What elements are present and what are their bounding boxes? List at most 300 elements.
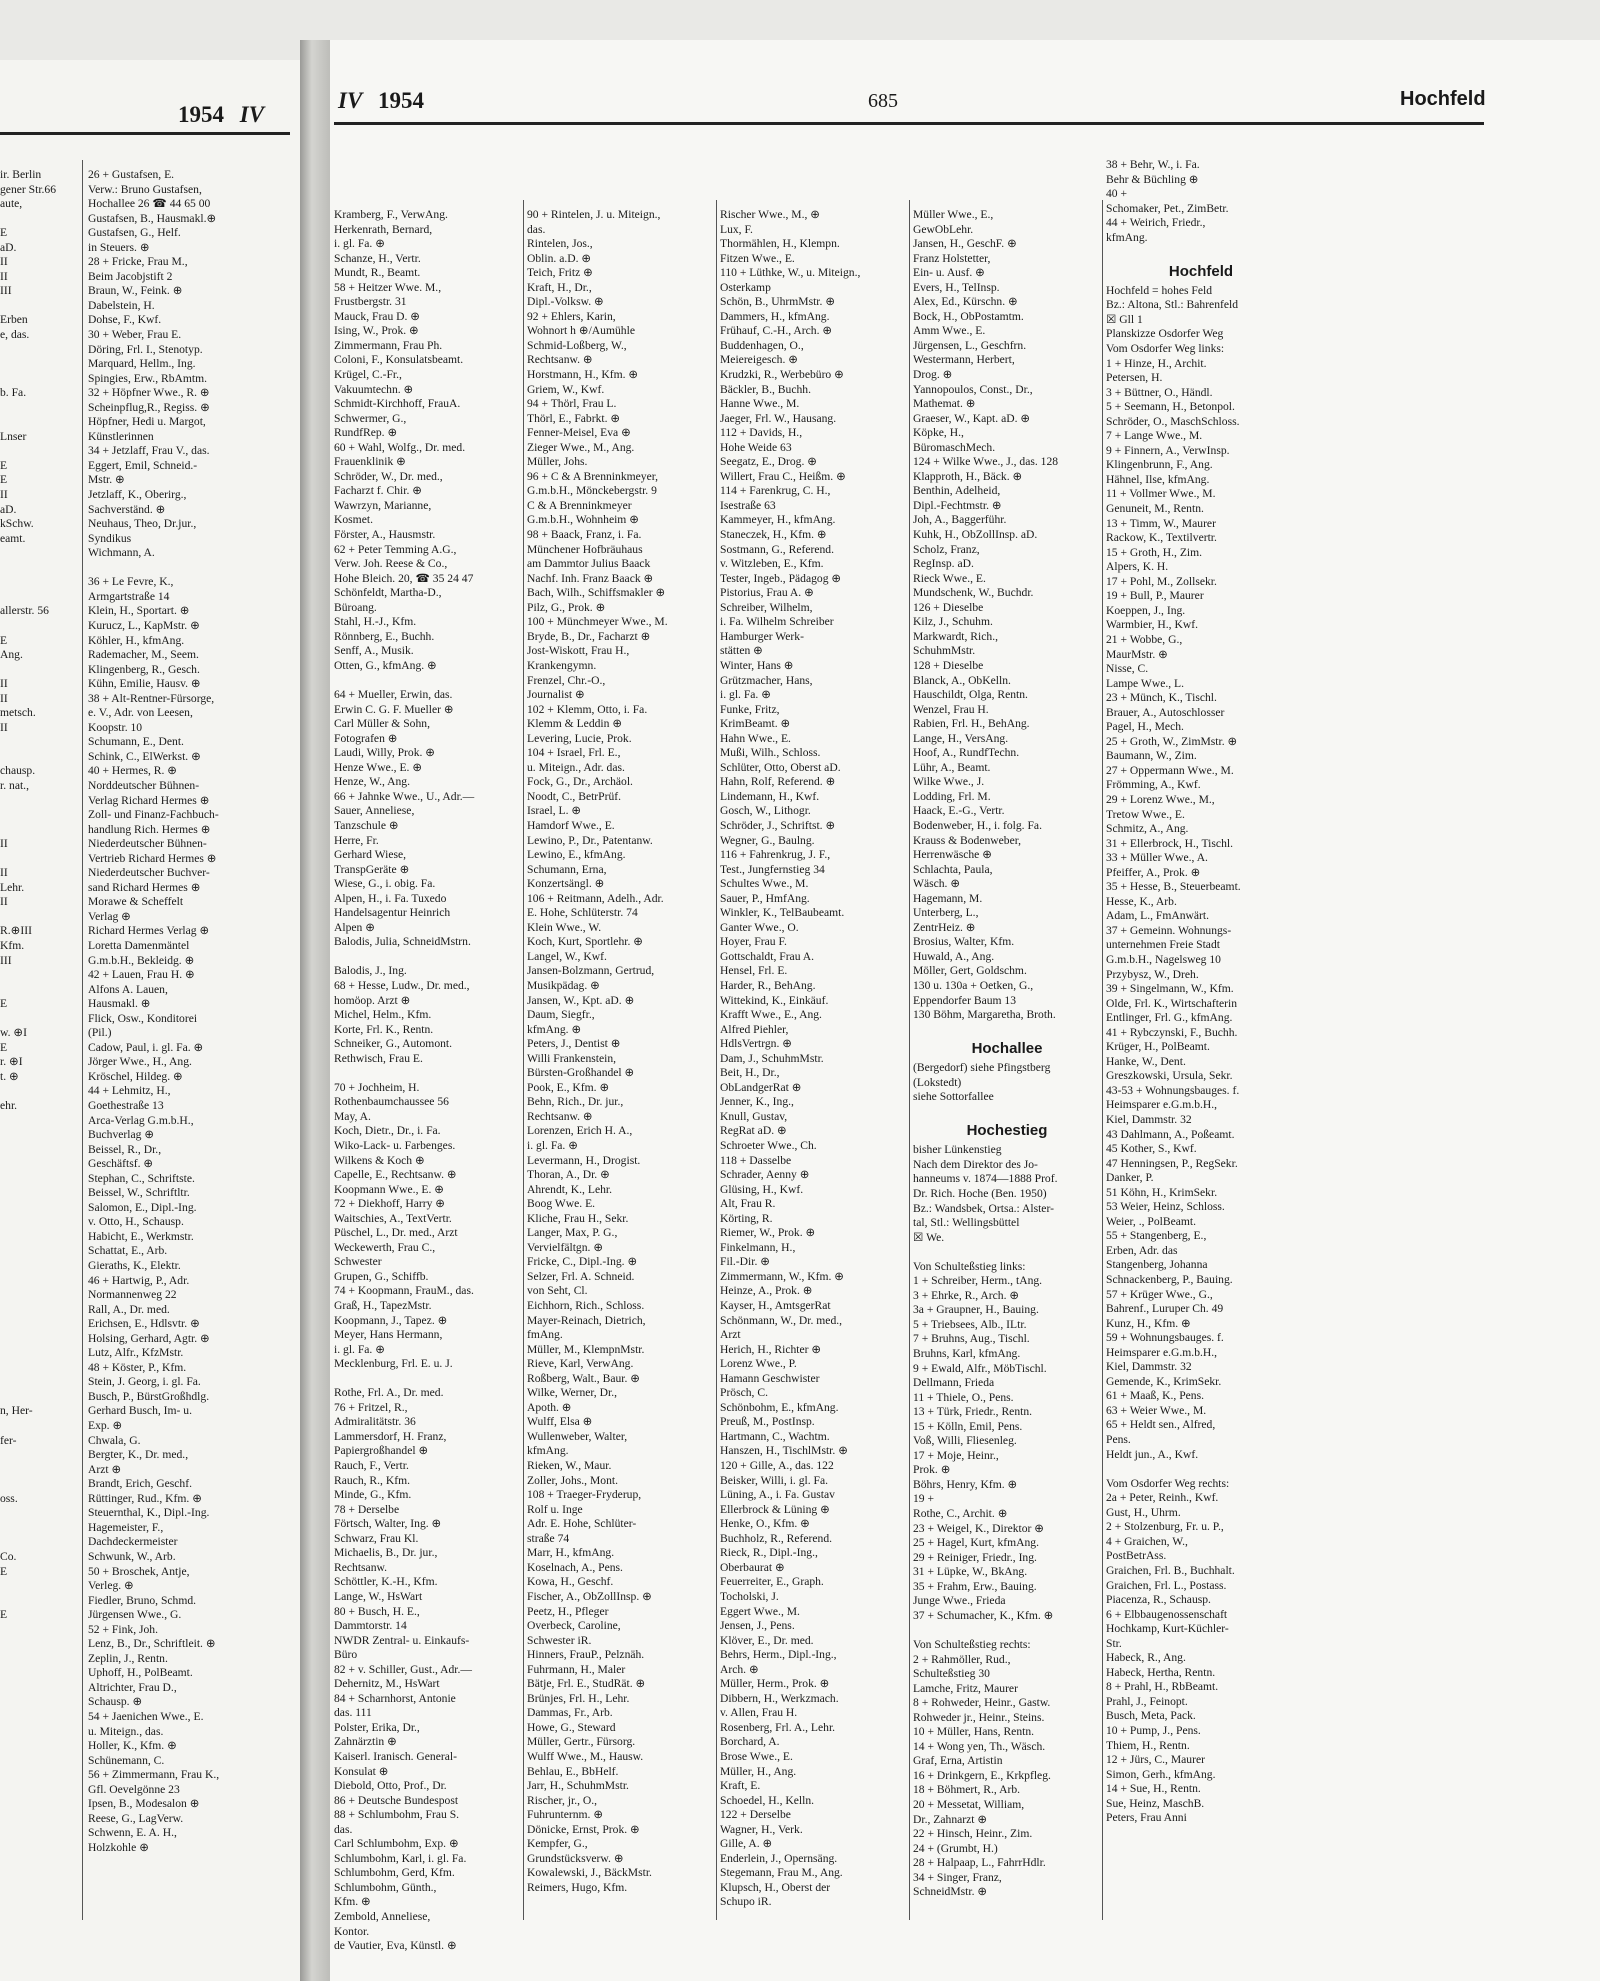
directory-entry: 19 + Bull, P., Maurer bbox=[1106, 589, 1204, 603]
directory-entry: Boog Wwe. E. bbox=[527, 1197, 596, 1211]
directory-entry: 31 + Ellerbrock, H., Tischl. bbox=[1106, 836, 1233, 850]
directory-entry: Fuhrunternm. ⊕ bbox=[527, 1808, 604, 1822]
directory-entry: 11 + Vollmer Wwe., M. bbox=[1106, 487, 1216, 501]
directory-entry: Köhler, H., kfmAng. bbox=[88, 633, 185, 647]
directory-entry: Mundt, R., Beamt. bbox=[334, 266, 421, 280]
directory-entry: Ahrendt, K., Lehr. bbox=[527, 1182, 612, 1196]
directory-entry: Mußi, Wilh., Schloss. bbox=[720, 746, 821, 760]
directory-entry: Ein- u. Ausf. ⊕ bbox=[913, 266, 985, 280]
directory-entry bbox=[0, 1375, 80, 1390]
directory-entry: KrimBeamt. ⊕ bbox=[720, 717, 791, 731]
directory-entry bbox=[0, 1143, 80, 1158]
directory-entry: 13 + Timm, W., Maurer bbox=[1106, 516, 1216, 530]
directory-entry: chausp. bbox=[0, 764, 36, 778]
directory-entry: Tester, Ingeb., Pädagog ⊕ bbox=[720, 571, 842, 585]
directory-entry: Sue, Heinz, MaschB. bbox=[1106, 1796, 1205, 1810]
directory-entry bbox=[0, 1186, 80, 1201]
directory-entry bbox=[0, 1332, 80, 1347]
directory-entry: Adam, L., FmAnwärt. bbox=[1106, 909, 1210, 923]
directory-entry: (Bergedorf) siehe Pfingstberg bbox=[913, 1061, 1051, 1075]
directory-entry: Hahn, Rolf, Referend. ⊕ bbox=[720, 775, 836, 789]
directory-entry: i. gl. Fa. ⊕ bbox=[527, 1139, 578, 1152]
directory-entry: Müller Wwe., E., bbox=[913, 208, 994, 221]
directory-entry: Oblin. a.D. ⊕ bbox=[527, 251, 592, 265]
directory-entry: Norddeutscher Bühnen- bbox=[88, 778, 200, 792]
directory-entry: ☒ We. bbox=[913, 1230, 945, 1244]
directory-entry: ZentrHeiz. ⊕ bbox=[913, 920, 976, 934]
directory-entry bbox=[0, 1157, 80, 1172]
directory-entry: Senff, A., Musik. bbox=[334, 644, 414, 658]
directory-entry: 80 + Busch, H. E., bbox=[334, 1604, 420, 1618]
directory-entry: Koch, Kurt, Sportlehr. ⊕ bbox=[527, 935, 643, 949]
directory-entry: i. gl. Fa. ⊕ bbox=[334, 1342, 385, 1356]
directory-entry: Morawe & Scheffelt bbox=[88, 895, 184, 909]
directory-entry: Griem, W., Kwf. bbox=[527, 382, 605, 396]
directory-entry bbox=[0, 1172, 80, 1187]
directory-entry: Schultes Wwe., M. bbox=[720, 877, 809, 891]
directory-entry: 37 + Schumacher, K., Kfm. ⊕ bbox=[913, 1608, 1054, 1622]
directory-entry: Papiergroßhandel ⊕ bbox=[334, 1444, 429, 1458]
directory-entry: fmAng. bbox=[527, 1328, 563, 1342]
directory-entry: Michel, Helm., Kfm. bbox=[334, 1008, 432, 1022]
directory-entry: Balodis, Julia, SchneidMstrn. bbox=[334, 935, 471, 949]
directory-entry: Braun, W., Feink. ⊕ bbox=[88, 284, 183, 298]
directory-entry: Krankengymn. bbox=[527, 658, 597, 672]
directory-entry: Müller, Gertr., Fürsorg. bbox=[527, 1735, 636, 1749]
directory-entry: Brandt, Erich, Geschf. bbox=[88, 1477, 192, 1491]
directory-entry: Müller, M., KlempnMstr. bbox=[527, 1342, 645, 1356]
directory-entry: Rothe, Frl. A., Dr. med. bbox=[334, 1386, 444, 1400]
directory-entry: Scheinpflug,R., Regiss. ⊕ bbox=[88, 400, 210, 414]
column-divider bbox=[82, 160, 83, 1920]
directory-entry: Holsing, Gerhard, Agtr. ⊕ bbox=[88, 1331, 210, 1345]
directory-entry: Schröder, W., Dr. med., bbox=[334, 469, 443, 483]
directory-entry: II bbox=[0, 691, 8, 705]
directory-entry: 2 + Rahmöller, Rud., bbox=[913, 1652, 1011, 1666]
directory-entry bbox=[0, 1244, 80, 1259]
directory-entry: E bbox=[0, 226, 8, 240]
directory-entry: Henze Wwe., E. ⊕ bbox=[334, 760, 423, 774]
directory-entry: (Pil.) bbox=[88, 1026, 112, 1040]
directory-entry: Schwester bbox=[334, 1255, 382, 1269]
left-page bbox=[0, 60, 301, 1981]
directory-entry: de Vautier, Eva, Künstl. ⊕ bbox=[334, 1939, 457, 1953]
directory-entry bbox=[0, 1303, 80, 1318]
directory-entry: 56 + Zimmermann, Frau K., bbox=[88, 1768, 220, 1782]
directory-entry: 48 + Köster, P., Kfm. bbox=[88, 1360, 187, 1374]
directory-entry: Lüning, A., i. Fa. Gustav bbox=[720, 1488, 835, 1502]
directory-entry: Schumann, Erna, bbox=[527, 862, 607, 876]
directory-entry: Klingenberg, R., Gesch. bbox=[88, 662, 200, 676]
directory-entry: Koopmann Wwe., E. ⊕ bbox=[334, 1182, 444, 1196]
directory-entry: Genuneit, M., Rentn. bbox=[1106, 502, 1204, 516]
directory-entry bbox=[0, 590, 80, 605]
directory-entry: Bz.: Wandsbek, Ortsa.: Alster- bbox=[913, 1201, 1054, 1215]
directory-entry: Gerhard Busch, Im- u. bbox=[88, 1404, 192, 1418]
directory-entry: 53 Weier, Heinz, Schloss. bbox=[1106, 1200, 1225, 1214]
directory-entry: Fischer, A., ObZollInsp. ⊕ bbox=[527, 1589, 652, 1603]
directory-entry: Klein Wwe., W. bbox=[527, 920, 602, 934]
street-heading: Hochallee bbox=[971, 1040, 1043, 1058]
directory-entry: Arch. ⊕ bbox=[720, 1662, 759, 1676]
directory-entry: Dehernitz, M., HsWart bbox=[334, 1677, 440, 1691]
directory-entry: Dabelstein, H. bbox=[88, 298, 155, 312]
directory-entry: Hoyer, Frau F. bbox=[720, 935, 787, 949]
directory-entry: Jürgensen Wwe., G. bbox=[88, 1608, 182, 1622]
street-heading: Hochfeld bbox=[1168, 262, 1234, 280]
directory-entry: Rothe, C., Archit. ⊕ bbox=[913, 1507, 1008, 1521]
directory-entry: 17 + Moje, Heinr., bbox=[913, 1448, 999, 1462]
directory-entry: sand Richard Hermes ⊕ bbox=[88, 880, 201, 894]
directory-entry: unternehmen Freie Stadt bbox=[1106, 938, 1220, 952]
directory-entry bbox=[0, 1274, 80, 1289]
directory-entry: t. ⊕ bbox=[0, 1069, 19, 1083]
directory-entry: i. gl. Fa. ⊕ bbox=[720, 688, 771, 702]
directory-entry: Bock, H., ObPostamtm. bbox=[913, 309, 1024, 323]
directory-entry: ir. Berlin bbox=[0, 168, 42, 181]
directory-entry: Rolf u. Inge bbox=[527, 1502, 583, 1516]
directory-entry: Frustbergstr. 31 bbox=[334, 295, 407, 309]
directory-entry: Armgartstraße 14 bbox=[88, 589, 170, 603]
directory-entry: ehr. bbox=[0, 1099, 18, 1112]
directory-entry: 59 + Wohnungsbauges. f. bbox=[1106, 1331, 1224, 1345]
directory-entry: Höpfner, Hedi u. Margot, bbox=[88, 415, 206, 429]
directory-entry: e. V., Adr. von Leesen, bbox=[88, 706, 193, 720]
directory-entry: Klöver, E., Dr. med. bbox=[720, 1633, 814, 1647]
directory-entry: Arzt ⊕ bbox=[88, 1462, 122, 1476]
directory-entry: Israel, L. ⊕ bbox=[527, 804, 582, 818]
directory-entry bbox=[0, 619, 80, 634]
directory-entry: Jenner, K., Ing., bbox=[720, 1095, 794, 1109]
directory-entry: Rieck, R., Dipl.-Ing., bbox=[720, 1546, 818, 1560]
directory-entry bbox=[0, 1346, 80, 1361]
directory-entry: Brauer, A., Autoschlosser bbox=[1106, 705, 1225, 719]
directory-entry bbox=[0, 1084, 80, 1099]
directory-entry: Bäckler, B., Buchh. bbox=[720, 382, 811, 396]
directory-entry: Lewino, P., Dr., Patentanw. bbox=[527, 833, 653, 847]
directory-entry: Eichhorn, Rich., Schloss. bbox=[527, 1299, 645, 1313]
directory-entry: 60 + Wahl, Wolfg., Dr. med. bbox=[334, 440, 466, 454]
directory-entry: 4 + Graichen, W., bbox=[1106, 1534, 1188, 1548]
directory-entry: Richard Hermes Verlag ⊕ bbox=[88, 924, 210, 938]
directory-entry: Schausp. ⊕ bbox=[88, 1695, 143, 1709]
directory-entry: G.m.b.H., Mönckebergstr. 9 bbox=[527, 484, 657, 498]
directory-entry: (Lokstedt) bbox=[913, 1075, 962, 1089]
directory-entry: 98 + Baack, Franz, i. Fa. bbox=[527, 528, 642, 542]
directory-entry: Hochfeld = hohes Feld bbox=[1106, 283, 1213, 297]
directory-entry: Münchener Hofbräuhaus bbox=[527, 542, 643, 556]
directory-entry: Schnackenberg, P., Bauing. bbox=[1106, 1273, 1233, 1287]
directory-entry: Jansen, H., GeschF. ⊕ bbox=[913, 237, 1017, 251]
directory-entry: Wilke, Werner, Dr., bbox=[527, 1386, 617, 1400]
directory-entry: 61 + Maaß, K., Pens. bbox=[1106, 1389, 1204, 1403]
directory-entry: Zeplin, J., Rentn. bbox=[88, 1651, 168, 1665]
directory-entry: Wagner, H., Verk. bbox=[720, 1822, 803, 1836]
left-page-header bbox=[178, 102, 264, 142]
directory-entry: 106 + Reitmann, Adelh., Adr. bbox=[527, 891, 664, 905]
directory-entry bbox=[0, 1463, 80, 1478]
directory-entry: Erben, Adr. das bbox=[1106, 1243, 1178, 1257]
directory-entry: Stephan, C., Schriftste. bbox=[88, 1171, 195, 1185]
directory-entry: Kraft, E. bbox=[720, 1779, 761, 1793]
directory-entry bbox=[0, 1419, 80, 1434]
directory-entry: Wulff, Elsa ⊕ bbox=[527, 1415, 593, 1429]
directory-entry: Capelle, E., Rechtsanw. ⊕ bbox=[334, 1168, 457, 1182]
directory-entry: Zahnärztin ⊕ bbox=[334, 1735, 397, 1749]
directory-entry: Kühn, Emilie, Hausv. ⊕ bbox=[88, 677, 201, 691]
directory-entry: Winkler, K., TelBaubeamt. bbox=[720, 906, 845, 920]
directory-entry: Rieck Wwe., E. bbox=[913, 571, 986, 585]
directory-entry: Habicht, E., Werkmstr. bbox=[88, 1229, 194, 1243]
directory-entry: Schwenn, E. A. H., bbox=[88, 1826, 177, 1840]
directory-entry: Winter, Hans ⊕ bbox=[720, 658, 794, 672]
directory-entry: Rieken, W., Maur. bbox=[527, 1459, 612, 1473]
directory-entry: 2 + Stolzenburg, Fr. u. P., bbox=[1106, 1520, 1224, 1534]
column-divider bbox=[523, 200, 524, 1920]
directory-entry: Kiel, Dammstr. 32 bbox=[1106, 1360, 1192, 1374]
running-head: Hochfeld bbox=[1400, 88, 1486, 110]
directory-entry: Graichen, Frl. L., Postass. bbox=[1106, 1578, 1227, 1592]
directory-entry: Wittekind, K., Einkäuf. bbox=[720, 993, 829, 1007]
street-heading: Hochestieg bbox=[966, 1122, 1048, 1140]
directory-entry: Ganter Wwe., O. bbox=[720, 920, 799, 934]
directory-entry: Pens. bbox=[1106, 1433, 1131, 1447]
right-column-4 bbox=[913, 208, 1101, 1900]
directory-entry: Zembold, Anneliese, bbox=[334, 1909, 431, 1923]
directory-entry: von Seht, Cl. bbox=[527, 1284, 588, 1298]
directory-entry: Behn, Rich., Dr. jur., bbox=[527, 1095, 624, 1109]
directory-entry: ☒ Gll 1 bbox=[1106, 312, 1143, 326]
directory-entry: Sauer, Anneliese, bbox=[334, 804, 415, 818]
directory-entry: HdlsVertrgn. ⊕ bbox=[720, 1037, 792, 1051]
directory-entry: 5 + Seemann, H., Betonpol. bbox=[1106, 400, 1235, 414]
directory-entry: Hagemeister, F., bbox=[88, 1520, 164, 1534]
directory-entry: Hensel, Frl. E. bbox=[720, 964, 788, 978]
directory-entry: 94 + Thörl, Frau L. bbox=[527, 397, 617, 411]
directory-entry bbox=[0, 1506, 80, 1521]
directory-entry: 96 + C & A Brenninkmeyer, bbox=[527, 469, 659, 483]
directory-entry: Geschäftsf. ⊕ bbox=[88, 1157, 154, 1171]
directory-entry: Thiem, H., Rentn. bbox=[1106, 1738, 1190, 1752]
directory-entry: Böhrs, Henry, Kfm. ⊕ bbox=[913, 1477, 1018, 1491]
directory-entry: Wohnort h ⊕/Aumühle bbox=[527, 324, 635, 338]
directory-entry: Rönnberg, E., Buchh. bbox=[334, 629, 435, 643]
directory-entry: 10 + Pump, J., Pens. bbox=[1106, 1723, 1201, 1737]
directory-entry bbox=[0, 910, 80, 925]
directory-entry: 88 + Schlumbohm, Frau S. bbox=[334, 1808, 460, 1822]
directory-entry: Köpke, H., bbox=[913, 426, 964, 440]
directory-entry: Nachf. Inh. Franz Baack ⊕ bbox=[527, 571, 654, 585]
directory-entry: Steuernthal, K., Dipl.-Ing. bbox=[88, 1506, 210, 1520]
directory-entry: Schneiker, G., Automont. bbox=[334, 1037, 453, 1051]
directory-entry: Verlag ⊕ bbox=[88, 909, 131, 923]
directory-entry: 35 + Hesse, B., Steuerbeamt. bbox=[1106, 880, 1241, 894]
header-volume: IV bbox=[338, 88, 363, 113]
directory-entry: E. Hohe, Schlüterstr. 74 bbox=[527, 906, 638, 920]
directory-entry: Peters, Frau Anni bbox=[1106, 1811, 1187, 1825]
directory-entry bbox=[0, 343, 80, 358]
directory-entry: Arzt bbox=[720, 1328, 741, 1342]
directory-entry: Chwala, G. bbox=[88, 1433, 141, 1447]
directory-entry: 3 + Ehrke, R., Arch. ⊕ bbox=[913, 1288, 1020, 1302]
directory-entry: Lenz, B., Dr., Schriftleit. ⊕ bbox=[88, 1637, 216, 1651]
directory-entry: Vom Osdorfer Weg rechts: bbox=[1106, 1476, 1230, 1490]
directory-entry: Isestraße 63 bbox=[720, 498, 776, 512]
directory-entry bbox=[0, 1637, 80, 1652]
directory-entry: Kfm. ⊕ bbox=[334, 1895, 371, 1909]
directory-entry: Fotografen ⊕ bbox=[334, 731, 398, 745]
directory-entry: Minde, G., Kfm. bbox=[334, 1488, 412, 1502]
directory-entry: 16 + Drinkgern, E., Krkpfleg. bbox=[913, 1768, 1051, 1782]
directory-entry: Vertrieb Richard Hermes ⊕ bbox=[88, 851, 217, 865]
directory-entry: 116 + Fahrenkrug, J. F., bbox=[720, 848, 831, 862]
directory-entry: 5 + Triebsees, Alb., ILtr. bbox=[913, 1317, 1027, 1331]
directory-entry: Hahn Wwe., E. bbox=[720, 731, 791, 745]
directory-entry: 65 + Heldt sen., Alfred, bbox=[1106, 1418, 1216, 1432]
directory-entry: Dönicke, Ernst, Prok. ⊕ bbox=[527, 1822, 640, 1836]
directory-entry: Yannopoulos, Const., Dr., bbox=[913, 382, 1033, 396]
directory-entry: Klupsch, H., Oberst der bbox=[720, 1880, 831, 1894]
directory-entry: 128 + Dieselbe bbox=[913, 658, 984, 672]
directory-entry: Pfeiffer, A., Prok. ⊕ bbox=[1106, 865, 1201, 879]
directory-entry: Kramberg, F., VerwAng. bbox=[334, 208, 448, 221]
directory-entry: 36 + Le Fevre, K., bbox=[88, 575, 174, 589]
directory-entry: Körting, R. bbox=[720, 1211, 773, 1225]
directory-entry: Lorenzen, Erich H. A., bbox=[527, 1124, 633, 1138]
directory-entry: Beisker, Willi, i. gl. Fa. bbox=[720, 1473, 829, 1487]
directory-entry: 15 + Kölln, Emil, Pens. bbox=[913, 1419, 1023, 1433]
directory-entry: Horstmann, H., Kfm. ⊕ bbox=[527, 368, 639, 382]
directory-entry: Wenzel, Frau H. bbox=[913, 702, 989, 716]
directory-entry: Schroeter Wwe., Ch. bbox=[720, 1139, 817, 1152]
directory-entry: Baumann, W., Zim. bbox=[1106, 749, 1197, 763]
directory-entry: 68 + Hesse, Ludw., Dr. med., bbox=[334, 978, 470, 992]
directory-entry: 34 + Singer, Franz, bbox=[913, 1870, 1002, 1884]
directory-entry: am Dammtor Julius Baack bbox=[527, 557, 651, 571]
directory-entry bbox=[0, 1623, 80, 1638]
directory-entry: Ellerbrock & Lüning ⊕ bbox=[720, 1502, 830, 1516]
directory-entry: 1 + Hinze, H., Archit. bbox=[1106, 356, 1207, 370]
directory-entry: Kowa, H., Geschf. bbox=[527, 1575, 614, 1589]
directory-entry: Henke, O., Kfm. ⊕ bbox=[720, 1517, 810, 1531]
directory-entry: Lodding, Frl. M. bbox=[913, 789, 991, 803]
directory-entry bbox=[0, 1725, 80, 1740]
directory-entry: Bz.: Altona, Stl.: Bahrenfeld bbox=[1106, 298, 1239, 312]
directory-entry: Teich, Fritz ⊕ bbox=[527, 266, 593, 280]
directory-entry: Zimmermann, W., Kfm. ⊕ bbox=[720, 1269, 845, 1283]
directory-entry: Schwunk, W., Arb. bbox=[88, 1549, 176, 1563]
column-divider bbox=[909, 200, 910, 1920]
directory-entry: Gustafsen, B., Hausmakl.⊕ bbox=[88, 211, 217, 225]
directory-entry: Schwermer, G., bbox=[334, 411, 407, 425]
directory-entry: Rüttinger, Rud., Kfm. ⊕ bbox=[88, 1491, 202, 1505]
directory-entry: Verw. Joh. Reese & Co., bbox=[334, 557, 448, 571]
directory-entry bbox=[0, 823, 80, 838]
directory-entry: TranspGeräte ⊕ bbox=[334, 862, 410, 876]
directory-entry: Schulteßstieg 30 bbox=[913, 1667, 990, 1681]
directory-entry: 9 + Ewald, Alfr., MöbTischl. bbox=[913, 1361, 1047, 1375]
directory-entry: Voß, Willi, Fliesenleg. bbox=[913, 1434, 1017, 1448]
directory-entry: Schröder, J., Schriftst. ⊕ bbox=[720, 818, 836, 832]
directory-entry: Lux, F. bbox=[720, 222, 753, 236]
directory-entry: fer- bbox=[0, 1433, 17, 1447]
directory-entry: Schomaker, Pet., ZimBetr. bbox=[1106, 201, 1229, 215]
directory-entry: Beissel, R., Dr., bbox=[88, 1142, 162, 1156]
directory-entry: Gosch, W., Lithogr. bbox=[720, 804, 811, 818]
directory-entry: Kuhk, H., ObZollInsp. aD. bbox=[913, 528, 1038, 542]
directory-entry: 84 + Scharnhorst, Antonie bbox=[334, 1691, 456, 1705]
directory-entry: Flick, Osw., Konditorei bbox=[88, 1011, 198, 1025]
directory-entry: 64 + Mueller, Erwin, das. bbox=[334, 688, 453, 702]
directory-entry: Heinze, A., Prok. ⊕ bbox=[720, 1284, 813, 1298]
directory-entry: E bbox=[0, 1564, 8, 1578]
directory-entry: Lange, W., HsWart bbox=[334, 1589, 423, 1603]
directory-entry: Seegatz, E., Drog. ⊕ bbox=[720, 455, 817, 469]
directory-entry: Jansen-Bolzmann, Gertrud, bbox=[527, 964, 655, 978]
directory-entry: Sachverständ. ⊕ bbox=[88, 502, 166, 516]
directory-entry: straße 74 bbox=[527, 1531, 570, 1545]
directory-entry: 13 + Türk, Friedr., Rentn. bbox=[913, 1405, 1033, 1419]
directory-entry: Schlumbohm, Günth., bbox=[334, 1880, 437, 1894]
directory-entry: Syndikus bbox=[88, 531, 132, 545]
directory-entry: 26 + Gustafsen, E. bbox=[88, 168, 175, 181]
directory-entry: II bbox=[0, 255, 8, 269]
directory-entry: Buddenhagen, O., bbox=[720, 338, 804, 352]
directory-entry: Rosenberg, Frl. A., Lehr. bbox=[720, 1720, 836, 1734]
directory-entry: Schmidt-Kirchhoff, FrauA. bbox=[334, 397, 461, 411]
directory-entry: Evers, H., TelInsp. bbox=[913, 280, 1000, 294]
directory-entry: Lammersdorf, H. Franz, bbox=[334, 1429, 447, 1443]
directory-entry: Pook, E., Kfm. ⊕ bbox=[527, 1080, 610, 1094]
directory-entry: Selzer, Frl. A. Schneid. bbox=[527, 1269, 635, 1283]
directory-entry: Müller, Johs. bbox=[527, 455, 588, 469]
directory-entry: 29 + Lorenz Wwe., M., bbox=[1106, 792, 1215, 806]
directory-entry: Michaelis, B., Dr. jur., bbox=[334, 1546, 438, 1560]
directory-entry: Co. bbox=[0, 1549, 17, 1563]
directory-entry: eamt. bbox=[0, 531, 26, 545]
directory-entry: 42 + Lauen, Frau H. ⊕ bbox=[88, 968, 195, 982]
directory-entry: Mathemat. ⊕ bbox=[913, 397, 976, 411]
directory-entry: Lampe Wwe., L. bbox=[1106, 676, 1185, 690]
directory-entry: Fuhrmann, H., Maler bbox=[527, 1662, 626, 1676]
directory-entry: u. Miteign., Adr. das. bbox=[527, 760, 625, 774]
directory-entry: Kaiserl. Iranisch. General- bbox=[334, 1749, 457, 1763]
directory-entry: 40 + bbox=[1106, 187, 1128, 201]
directory-entry: Adr. E. Hohe, Schlüter- bbox=[527, 1517, 637, 1531]
directory-entry: Howe, G., Steward bbox=[527, 1720, 616, 1734]
directory-entry: Huwald, A., Ang. bbox=[913, 949, 995, 963]
directory-entry: Eggert Wwe., M. bbox=[720, 1604, 800, 1618]
directory-entry: E bbox=[0, 458, 8, 472]
directory-entry: Kilz, J., Schuhm. bbox=[913, 615, 993, 629]
directory-entry: Lehr. bbox=[0, 880, 25, 894]
directory-entry: Normannenweg 22 bbox=[88, 1288, 177, 1302]
directory-entry: 38 + Behr, W., i. Fa. bbox=[1106, 158, 1200, 171]
directory-entry: Lnser bbox=[0, 429, 27, 443]
directory-entry: Vom Osdorfer Weg links: bbox=[1106, 342, 1225, 356]
directory-entry: das. 111 bbox=[334, 1706, 372, 1720]
directory-entry: Koopstr. 10 bbox=[88, 720, 143, 734]
directory-entry: 19 + bbox=[913, 1492, 935, 1506]
directory-entry: Förster, A., Hausmstr. bbox=[334, 528, 436, 542]
directory-entry bbox=[0, 983, 80, 998]
directory-entry: Rethwisch, Frau E. bbox=[334, 1051, 423, 1065]
directory-entry: 54 + Jaenichen Wwe., E. bbox=[88, 1709, 204, 1723]
directory-entry: 15 + Groth, H., Zim. bbox=[1106, 545, 1203, 559]
directory-entry: Grützmacher, Hans, bbox=[720, 673, 813, 687]
directory-entry: Gfl. Oevelgönne 23 bbox=[88, 1782, 180, 1796]
directory-entry: Sauer, P., HmfAng. bbox=[720, 891, 810, 905]
